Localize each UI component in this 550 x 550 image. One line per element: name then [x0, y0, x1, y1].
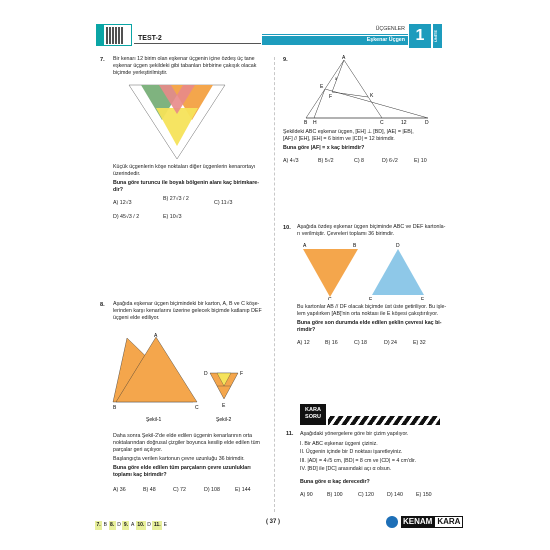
q7-line: eşkenar üçgen şekildeki gibi tabanları birbirine çakışık olacak: [113, 63, 257, 70]
answer-key-num: 10.: [137, 522, 145, 528]
answer-key-num: 8.: [110, 522, 115, 528]
q11-choice-e[interactable]: E) 150: [416, 492, 432, 498]
q9-label-f: F: [329, 94, 333, 100]
q7-choice-a[interactable]: A) 12√3: [113, 200, 132, 206]
answer-key-num: 11.: [153, 522, 161, 528]
q9-label-e: E: [320, 84, 324, 90]
q10-label-a: A: [303, 243, 307, 249]
q9-label-h: H: [313, 120, 317, 124]
answer-key-letter: B: [103, 522, 108, 528]
q7-choice-b[interactable]: B) 27√3 / 2: [163, 196, 189, 202]
q10-label-d: D: [396, 243, 400, 249]
q11-step: III. |AD| = 4√5 cm, |BD| = 8 cm ve |CD| = 4 cm'dir.: [300, 457, 416, 464]
q10-choice-d[interactable]: D) 24: [384, 340, 397, 346]
q8-choice-d[interactable]: D) 108: [204, 487, 220, 493]
q8-line: noktalarından doğrusal çizgiler boyunca kesilip elde edilen tüm: [113, 440, 260, 447]
q11-choice-d[interactable]: D) 140: [387, 492, 403, 498]
q10-label-b: B: [353, 243, 357, 249]
q8-number: 8.: [100, 302, 105, 308]
q9-label-k: K: [370, 93, 374, 99]
q10-choice-e[interactable]: E) 32: [413, 340, 426, 346]
q8-label-a: A: [154, 333, 158, 339]
answer-key-letter: D: [147, 522, 151, 528]
q8-fig1-label: Şekil-1: [146, 417, 162, 423]
q10-choice-a[interactable]: A) 12: [297, 340, 310, 346]
q8-text: [113, 301, 273, 322]
q10-choice-c[interactable]: C) 18: [354, 340, 367, 346]
unit-label: ÜNİTE: [433, 24, 442, 48]
answer-key-letter: E: [163, 522, 167, 528]
q9-choice-b[interactable]: B) 5√2: [318, 158, 334, 164]
q8-fig2-label: Şekil-2: [216, 417, 232, 423]
answer-key-letter: D: [117, 522, 121, 528]
answer-key-num: 9.: [123, 522, 128, 528]
logo-circle-icon: [386, 516, 398, 528]
q7-text: [113, 56, 273, 77]
page-number: ( 37 ): [266, 519, 281, 525]
q11-step: II. Üçgenin içinde bir D noktası işaretleyiniz.: [300, 449, 403, 456]
side-copyright: [271, 250, 275, 251]
q7-question-line: dir?: [113, 187, 124, 194]
q7-line: biçimde yerleştirilmiştir.: [113, 70, 168, 77]
q8-choice-b[interactable]: B) 48: [143, 487, 156, 493]
q10-text2: [297, 304, 462, 318]
q11-intro: Aşağıdaki yönergelere göre bir çizim yapılıyor.: [300, 431, 409, 437]
q8-line: Aşağıda eşkenar üçgen biçimindeki bir karton, A, B ve C köşe-: [113, 301, 260, 307]
q8-question-line: toplamı kaç birimdir?: [113, 472, 167, 479]
q10-line: Bu kartonlar AB // DF olacak biçimde üst üste getiriliyor. Bu işle-: [297, 304, 447, 310]
q11-choice-b[interactable]: B) 100: [327, 492, 343, 498]
q8-text2: [113, 433, 273, 454]
q11-choice-c[interactable]: C) 120: [358, 492, 374, 498]
q8-choice-c[interactable]: C) 72: [173, 487, 186, 493]
q9-line: [AF] // [EH], |EH| = 6 birim ve |CD| = 12 birimdir.: [283, 136, 395, 143]
q9-label-d: D: [425, 120, 429, 124]
q10-label-e: E: [369, 297, 373, 300]
q7-choice-c[interactable]: C) 11√3: [214, 200, 233, 206]
unit-number: 1: [409, 24, 431, 48]
q8-label-c: C: [195, 405, 199, 411]
q10-line: rı verilmiştir. Çevreleri toplamı 36 birimdir.: [297, 231, 395, 238]
logo-brand2: KARA: [434, 516, 463, 528]
q9-label-b: B: [304, 120, 308, 124]
q8-question: [113, 465, 273, 479]
q10-text: [297, 224, 457, 238]
q7-line: Bir kenarı 12 birim olan eşkenar üçgenin içine özdeş üç tane: [113, 56, 255, 62]
q9-number: 9.: [283, 57, 288, 63]
q9-line: Şekildeki ABC eşkenar üçgen, [EH] ⊥ [BD], |AE| = |EB|,: [283, 129, 414, 135]
q8-label-f: F: [240, 371, 244, 377]
q10-label-c: C: [328, 297, 332, 300]
q10-triangle-def: [372, 249, 424, 295]
q7-figure: [128, 84, 226, 160]
kara-soru-line1: KARA: [305, 407, 321, 413]
q10-question: [297, 320, 462, 334]
q9-choice-e[interactable]: E) 10: [414, 158, 427, 164]
test-label-bar: [134, 33, 261, 44]
q7-question: [113, 180, 273, 194]
q8-label-e: E: [222, 403, 226, 409]
kara-soru-box: [300, 404, 326, 425]
answer-key-bar: [95, 521, 168, 530]
q10-question-line: rimdir?: [297, 327, 316, 334]
q10-figure: [295, 240, 425, 300]
qr-badge-bar: [97, 25, 104, 45]
q9-label-12: 12: [401, 120, 407, 124]
q7-choice-d[interactable]: D) 45√3 / 2: [113, 214, 140, 220]
logo-brand1: KENAM: [403, 517, 433, 526]
q11-choice-a[interactable]: A) 90: [300, 492, 313, 498]
q11-step: I. Bir ABC eşkenar üçgeni çiziniz.: [300, 441, 378, 447]
q11-step: IV. [BD] ile [DC] arasındaki açı α olsun.: [300, 465, 392, 472]
q9-label-a: A: [342, 55, 346, 61]
column-divider: [274, 57, 275, 512]
q9-text: [283, 129, 453, 143]
q10-number: 10.: [283, 225, 291, 231]
q8-line: Daha sonra Şekil-2'de elde edilen üçgenin kenarlarının orta: [113, 433, 253, 439]
page-number-value: 37: [269, 519, 277, 525]
q8-line: üçgeni elde ediliyor.: [113, 315, 160, 322]
q9-label-c: C: [380, 120, 384, 124]
q7-choice-e[interactable]: E) 10√3: [163, 214, 182, 220]
q10-label-f: F: [421, 297, 425, 300]
q8-line: lerinden karşı kenarlarını üzerine gelecek biçimde katlanıp DEF: [113, 308, 262, 315]
q8-label-b: B: [113, 405, 117, 411]
q8-choice-e[interactable]: E) 144: [235, 487, 251, 493]
topic-title: ÜÇGENLER: [262, 26, 408, 35]
subtopic-title: Eşkenar Üçgen: [262, 36, 408, 45]
q9-question: Buna göre |AF| = x kaç birimdir?: [283, 145, 365, 151]
test-label: TEST-2: [138, 35, 162, 42]
q7-line: Küçük üçgenlerin köşe noktaları diğer üçgenlerin kenarortayı: [113, 164, 256, 170]
q10-question-line: Buna göre son durumda elde edilen şeklin çevresi kaç bi-: [297, 320, 442, 326]
q10-choice-b[interactable]: B) 16: [325, 340, 338, 346]
publisher-logo: [386, 516, 463, 528]
topic-header: [262, 26, 408, 46]
kara-soru-banner: [300, 404, 440, 418]
q9-choice-d[interactable]: D) 6√2: [382, 158, 398, 164]
q9-choice-a[interactable]: A) 4√3: [283, 158, 299, 164]
q8-question-line: Buna göre elde edilen tüm parçaların çevre uzunlukları: [113, 465, 251, 471]
q7-number: 7.: [100, 57, 105, 63]
q10-line: lem yapılırken [AB]'nin orta noktası ile E köşesi çakıştırılıyor.: [297, 311, 439, 318]
q8-line: parçalar geri açılıyor.: [113, 447, 163, 454]
q8-label-d: D: [204, 371, 208, 377]
qr-code-icon: [106, 27, 123, 44]
answer-key-letter: A: [130, 522, 135, 528]
q10-line: Aşağıda özdeş eşkenar üçgen biçiminde ABC ve DEF kartonla-: [297, 224, 446, 230]
qr-code-badge[interactable]: [96, 24, 132, 46]
kara-soru-line2: SORU: [305, 414, 321, 420]
q11-steps: [300, 441, 460, 474]
q8-figure: [110, 330, 270, 430]
q7-line: üzerindedir.: [113, 171, 141, 178]
q8-choice-a[interactable]: A) 36: [113, 487, 126, 493]
q9-figure: [300, 54, 430, 124]
q10-triangle-abc: [303, 249, 358, 297]
kara-soru-stripes: [328, 416, 440, 425]
q8-text3: Başlangıçta verilen kartonun çevre uzunluğu 36 birimdir.: [113, 456, 245, 462]
q7-text2: [113, 164, 273, 178]
q7-question-line: Buna göre turuncu ile boyalı bölgenin alanı kaç birimkare-: [113, 180, 259, 186]
q11-question: Buna göre α kaç derecedir?: [300, 479, 370, 485]
q11-number: 11.: [286, 431, 294, 437]
q9-label-x: x: [335, 76, 338, 81]
q9-choice-c[interactable]: C) 8: [354, 158, 365, 164]
answer-key-num: 7.: [96, 522, 101, 528]
